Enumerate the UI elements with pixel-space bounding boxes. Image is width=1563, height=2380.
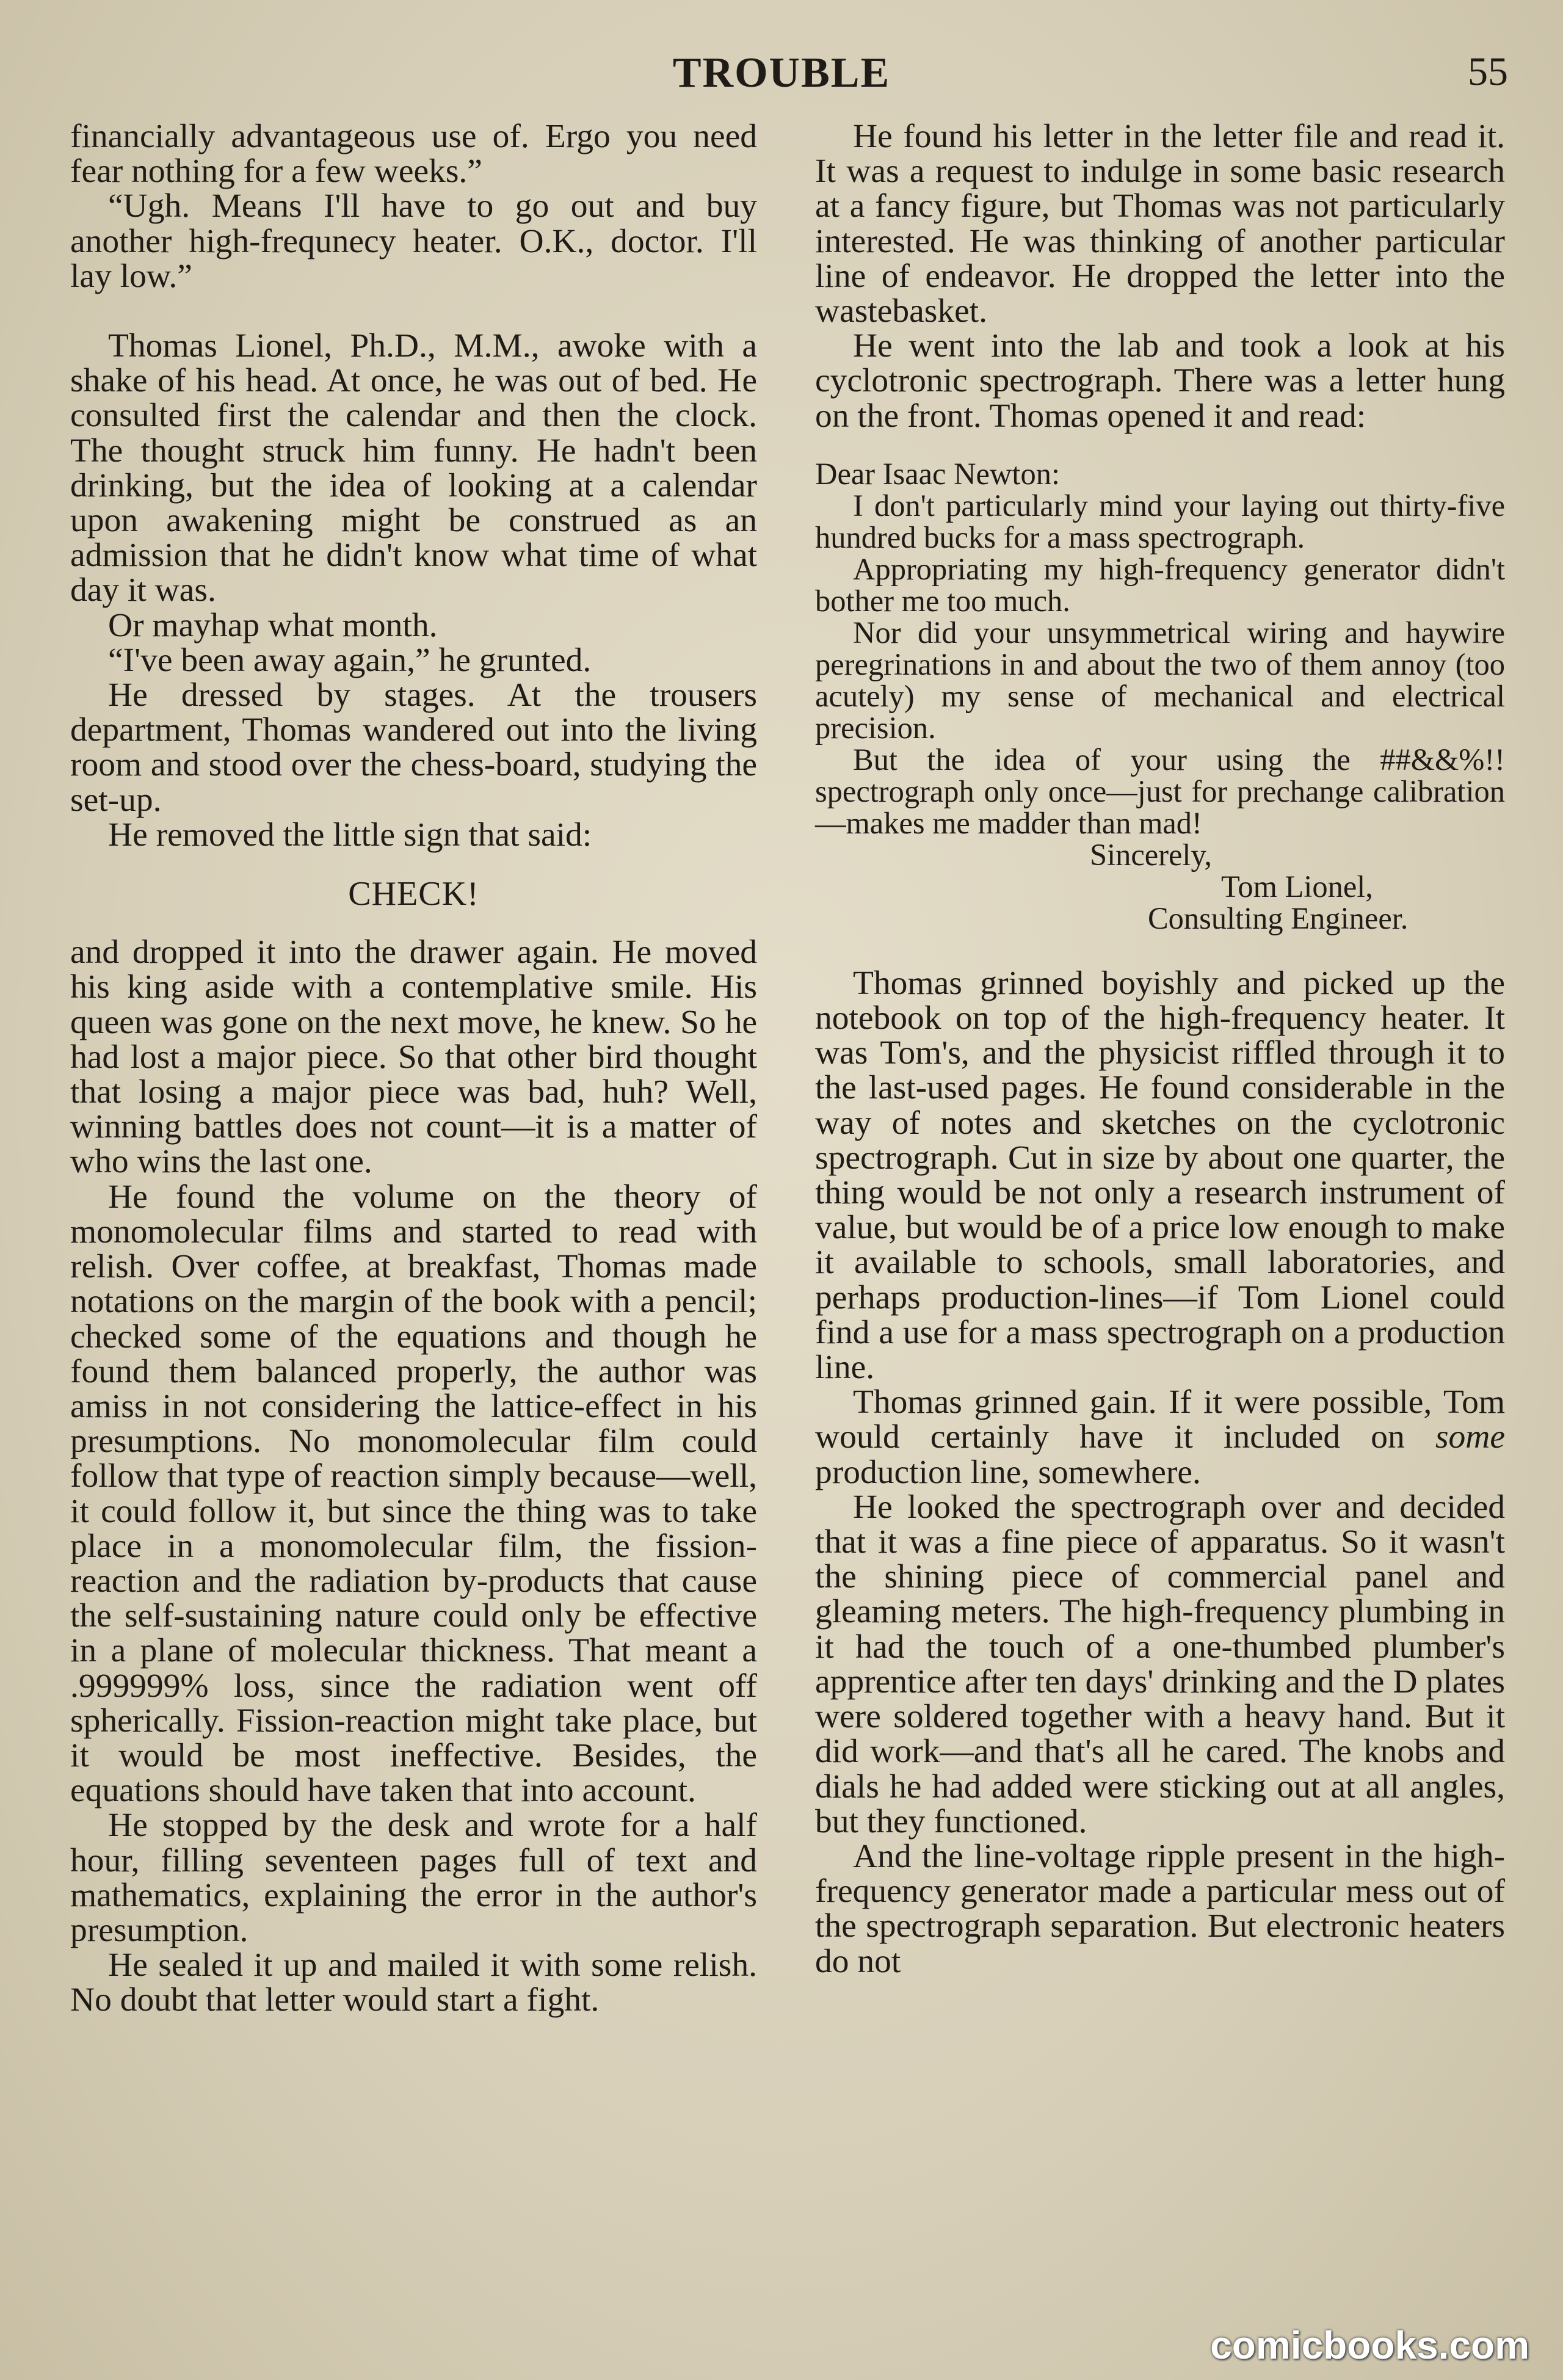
paragraph: He stopped by the desk and wrote for a half hour, filling seventeen pages full of text and mathematics, explaining the error in the author's presumption.: [70, 1807, 757, 1949]
site-watermark: comicbooks.com: [1210, 2323, 1529, 2367]
letter-signer-title: Consulting Engineer.: [1148, 901, 1409, 935]
paragraph: Thomas Lionel, Ph.D., M.M., awoke with a shake of his head. At once, he was out of bed. He consulted first the calendar and then the clock. The thought struck him funny. He hadn't been drinking, but the idea of looking at a calendar upon awakening might be construed as an admission that he didn't know what time of what day it was.: [70, 327, 757, 609]
quoted-letter: [815, 458, 1505, 934]
emphasis-text: some: [1435, 1418, 1505, 1456]
paragraph: “I've been away again,” he grunted.: [108, 641, 592, 679]
spacer: [815, 934, 1505, 966]
paragraph: “Ugh. Means I'll have to go out and buy another high-frequnecy heater. O.K., doctor. I'll lay low.”: [70, 187, 757, 295]
right-column: [815, 119, 1505, 1979]
letter-paragraph: Appropriating my high-frequency generator didn't bother me too much.: [815, 551, 1505, 618]
letter-paragraph: I don't particularly mind your laying out thirty-five hundred bucks for a mass spectrograph.: [815, 488, 1505, 554]
paragraph: and dropped it into the drawer again. He moved his king aside with a contemplative smile. His queen was gone on the next move, he knew. So he had lost a major piece. So that other bird thought that losing a major piece was bad, huh? Well, winning battles does not count—it is a matter of who wins the last one.: [70, 934, 757, 1181]
paragraph: Thomas grinned boyishly and picked up the notebook on top of the high-frequency heater. It was Tom's, and the physicist riffled through it to the last-used pages. He found considerable in the way of notes and sketches on the cyclotronic spectrograph. Cut in size by about one quarter, the thing would be not only a research instrument of value, but would be of a price low enough to make it available to schools, small laboratories, and perhaps production-lines—if Tom Lionel could find a use for a mass spectrograph on a production line.: [815, 964, 1505, 1387]
paragraph: financially advantageous use of. Ergo you need fear nothing for a few weeks.”: [70, 118, 757, 190]
letter-signature: Tom Lionel,: [1221, 869, 1373, 904]
paragraph: He removed the little sign that said:: [108, 816, 592, 854]
paragraph: Or mayhap what month.: [108, 606, 438, 644]
paragraph: [815, 1385, 1505, 1490]
paragraph: He found the volume on the theory of monomolecular films and started to read with relish. Over coffee, at breakfast, Thomas made notations on the margin of the book with a pencil; checked some of the equations and though he found them balanced properly, the author was amiss in not considering the lattice-effect in his presumptions. No monomolecular film could follow that type of reaction simply because—well, it could follow it, but since the thing was to take place in a monomolecular film, the fission-reaction and the radiation by-products that cause the self-sustaining nature could only be effective in a plane of molecular thickness. That meant a .999999% loss, since the radiation went off spherically. Fission-reaction might take place, but it would be most ineffective. Besides, the equations should have taken that into account.: [70, 1178, 757, 1810]
paragraph: He sealed it up and mailed it with some relish. No doubt that letter would start a fight.: [70, 1946, 757, 2019]
spacer: [815, 434, 1505, 451]
section-break: [70, 294, 757, 328]
paragraph: He looked the spectrograph over and decided that it was a fine piece of apparatus. So it wasn't the shining piece of commercial panel and gleaming meters. The high-frequency plumbing in it had the touch of a one-thumbed plumber's apprentice after ten days' drinking and the D plates were soldered together with a heavy hand. But it did work—and that's all he cared. The knobs and dials he had added were sticking out at all angles, but they functioned.: [815, 1488, 1505, 1840]
paragraph: He dressed by stages. At the trousers department, Thomas wandered out into the living room and stood over the chess-board, studying the set-up.: [70, 677, 757, 819]
letter-closing: Sincerely,: [1090, 837, 1213, 872]
paragraph-text: Thomas grinned gain. If it were possible, Tom would certainly have it included on: [815, 1384, 1505, 1456]
letter-paragraph: But the idea of your using the ##&&%!! spectrograph only once—just for prechange calibration—makes me madder than mad!: [815, 742, 1505, 840]
check-sign: CHECK!: [348, 875, 479, 913]
page-number: 55: [1468, 49, 1508, 94]
left-column: [70, 119, 757, 2018]
letter-salutation: Dear Isaac Newton:: [815, 456, 1060, 491]
paragraph-text: production line, somewhere.: [815, 1453, 1201, 1491]
page-header: [0, 49, 1563, 110]
paragraph: And the line-voltage ripple present in the high-frequency generator made a particular mess out of the spectrograph separation. But electronic heaters do not: [815, 1837, 1505, 1980]
paragraph: He went into the lab and took a look at his cyclotronic spectrograph. There was a letter hung on the front. Thomas opened it and read:: [815, 327, 1505, 435]
running-title: TROUBLE: [672, 49, 891, 96]
letter-paragraph: Nor did your unsymmetrical wiring and haywire peregrinations in and about the two of them annoy (too acutely) my sense of mechanical and electrical precision.: [815, 615, 1505, 745]
paragraph: He found his letter in the letter file and read it. It was a request to indulge in some basic research at a fancy figure, but Thomas was not particularly interested. He was thinking of another particular line of endeavor. He dropped the letter into the wastebasket.: [815, 118, 1505, 330]
